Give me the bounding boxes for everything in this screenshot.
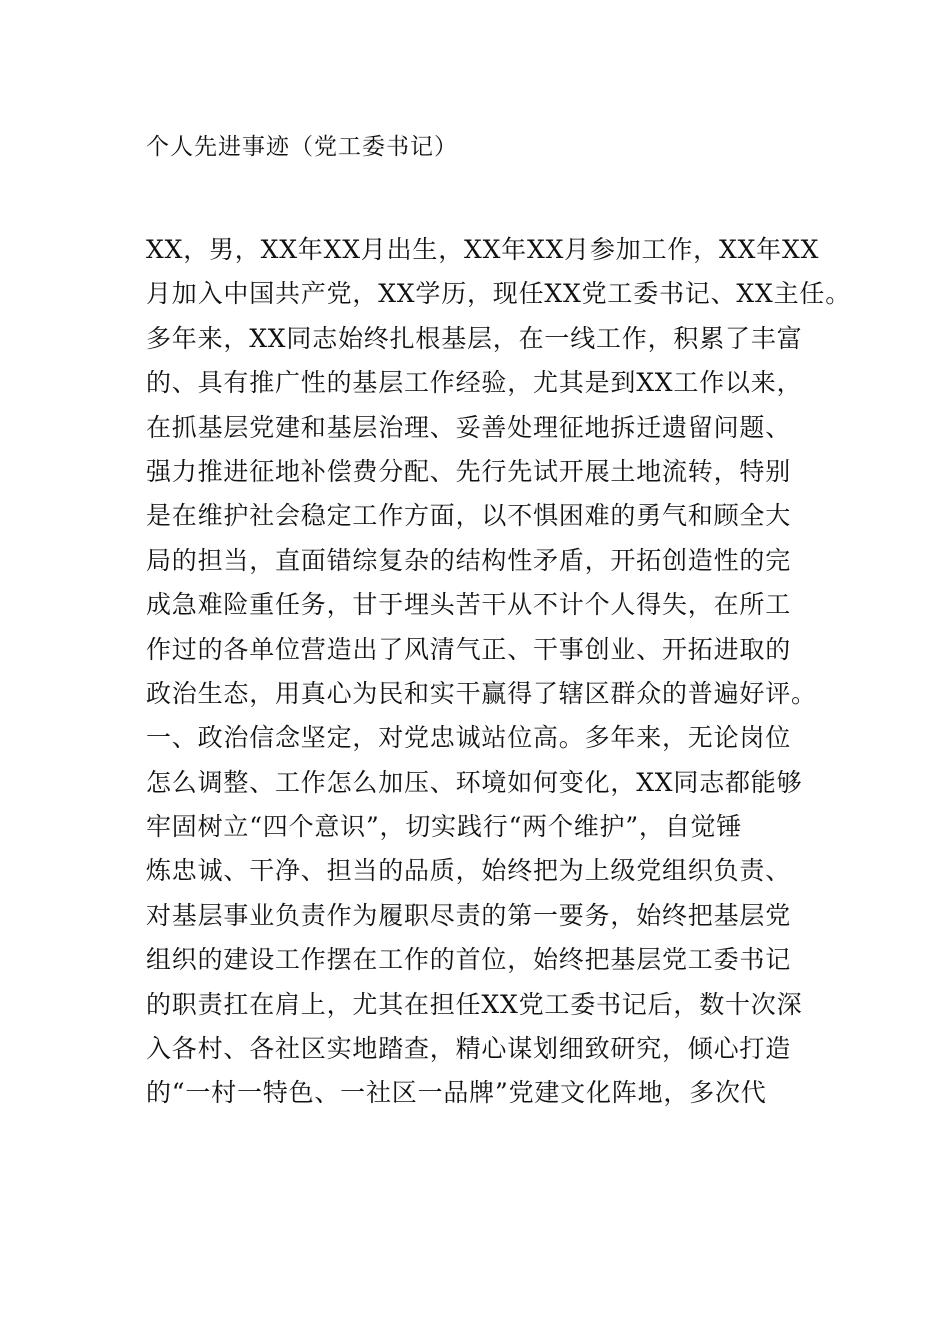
document-body bbox=[146, 228, 851, 1116]
body-line: 作过的各单位营造出了风清气正、干事创业、开拓进取的 bbox=[146, 634, 792, 664]
document-title: 个人先进事迹（党工委书记） bbox=[146, 134, 458, 160]
body-line: 的“一村一特色、一社区一品牌”党建文化阵地，多次代 bbox=[146, 1078, 767, 1108]
body-line: 炼忠诚、干净、担当的品质，始终把为上级党组织负责、 bbox=[146, 856, 792, 886]
body-line: 在抓基层党建和基层治理、妥善处理征地拆迁遗留问题、 bbox=[146, 412, 792, 442]
body-line: 入各村、各社区实地踏查，精心谋划细致研究，倾心打造 bbox=[146, 1034, 792, 1064]
body-line: 组织的建设工作摆在工作的首位，始终把基层党工委书记 bbox=[146, 945, 792, 975]
body-line: XX，男，XX年XX月出生，XX年XX月参加工作，XX年XX bbox=[146, 235, 820, 264]
body-line: 政治生态，用真心为民和实干赢得了辖区群众的普遍好评。 bbox=[146, 678, 817, 708]
body-line: 的职责扛在肩上，尤其在担任XX党工委书记后，数十次深 bbox=[146, 989, 803, 1019]
body-line: 多年来，XX同志始终扎根基层，在一线工作，积累了丰富 bbox=[146, 323, 803, 353]
body-line: 怎么调整、工作怎么加压、环境如何变化，XX同志都能够 bbox=[146, 767, 803, 797]
body-line: 局的担当，直面错综复杂的结构性矛盾，开拓创造性的完 bbox=[146, 545, 792, 575]
body-line: 月加入中国共产党，XX学历，现任XX党工委书记、XX主任。 bbox=[146, 279, 851, 309]
body-line: 的、具有推广性的基层工作经验，尤其是到XX工作以来， bbox=[146, 368, 803, 398]
body-line: 强力推进征地补偿费分配、先行先试开展土地流转，特别 bbox=[146, 456, 792, 486]
section-heading-line: 一、政治信念坚定，对党忠诚站位高。多年来，无论岗位 bbox=[146, 723, 792, 753]
body-line: 对基层事业负责作为履职尽责的第一要务，始终把基层党 bbox=[146, 900, 792, 930]
body-line: 是在维护社会稳定工作方面，以不惧困难的勇气和顾全大 bbox=[146, 501, 792, 531]
body-line: 牢固树立“四个意识”，切实践行“两个维护”，自觉锤 bbox=[146, 812, 743, 842]
body-line: 成急难险重任务，甘于埋头苦干从不计个人得失，在所工 bbox=[146, 590, 792, 620]
